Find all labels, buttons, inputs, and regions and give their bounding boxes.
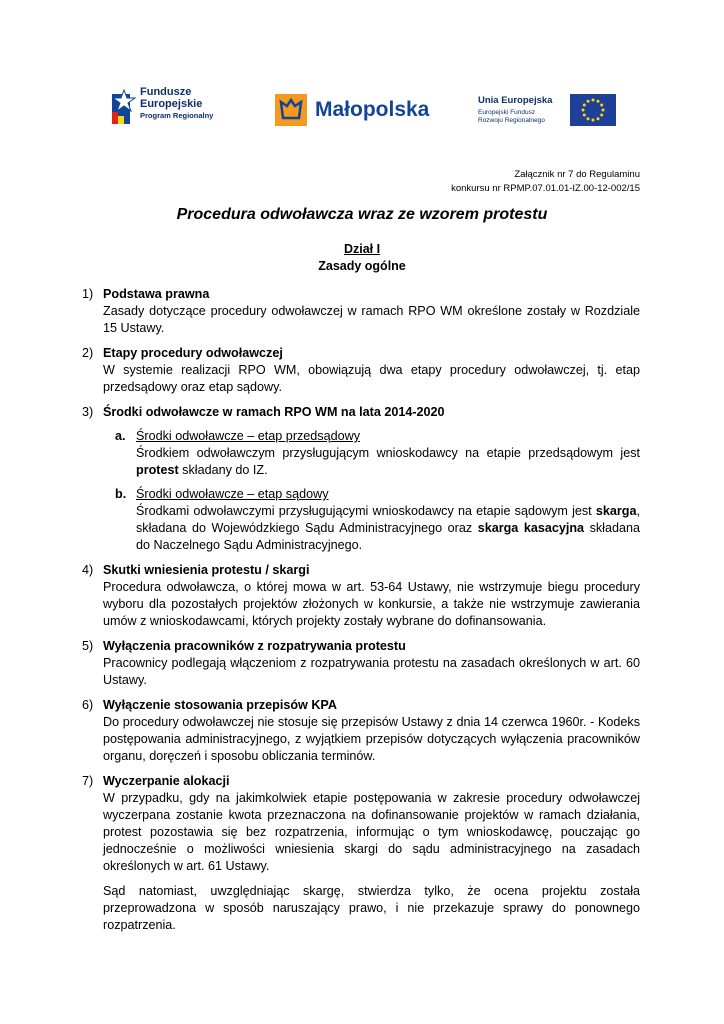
annex-note	[451, 168, 640, 196]
list-item	[82, 638, 640, 689]
item-text-secondary: Sąd natomiast, uwzględniając skargę, stwierdza tylko, że ocena projektu została przeprowadzona w sposób naruszający prawo, i nie przekazuje sprawy do ponownego rozpatrzenia.	[103, 884, 640, 932]
fe-line3: Program Regionalny	[140, 111, 214, 120]
sub-item-text: Środkiem odwoławczym przysługującym wnioskodawcy na etapie przedsądowym jest protest składany do IZ.	[136, 446, 640, 477]
sub-item-text: Środkami odwoławczymi przysługującymi wnioskodawcy na etapie sądowym jest skarga, składana do Wojewódzkiego Sądu Administracyjnego oraz skarga kasacyjna składana do Naczelnego Sądu Administracyjnego.	[136, 504, 640, 552]
sub-item-letter: a.	[115, 429, 126, 443]
ue-line1: Unia Europejska	[478, 95, 553, 106]
item-number: 5)	[82, 639, 94, 653]
item-number: 6)	[82, 698, 94, 712]
item-text: W przypadku, gdy na jakimkolwiek etapie postępowania w zakresie procedury odwoławczej wyczerpana zostanie kwota przeznaczona na dofinansowanie projektów w ramach działania, protest pozostawia się bez rozpatrzenia, informując o tym wnioskodawcę, pouczając go jednocześnie o możliwości wniesienia skargi do sądu administracyjnego na zasadach określonych w art. 61 Ustawy.	[103, 791, 640, 873]
unia-europejska-logo	[478, 94, 618, 130]
item-text: Do procedury odwoławczej nie stosuje się przepisów Ustawy z dnia 14 czerwca 1960r. - Kodeks postępowania administracyjnego, z wyjątkiem przepisów dotyczących wyłączenia pracowników organu, doręczeń i sposobu obliczania terminów.	[103, 715, 640, 763]
item-number: 4)	[82, 563, 94, 577]
annex-line2: konkursu nr RPMP.07.01.01-IZ.00-12-002/15	[451, 183, 640, 194]
sub-item-title: Środki odwoławcze – etap sądowy	[136, 487, 329, 501]
malopolska-name: Małopolska	[315, 98, 430, 121]
item-number: 2)	[82, 346, 94, 360]
ue-line3: Rozwoju Regionalnego	[478, 117, 545, 124]
list-item	[82, 404, 640, 554]
sub-item	[103, 428, 640, 479]
list-item	[82, 286, 640, 337]
eu-flag-icon	[570, 94, 616, 126]
item-number: 3)	[82, 405, 94, 419]
sub-item	[103, 486, 640, 554]
fe-line1: Fundusze	[140, 86, 192, 98]
item-text: Pracownicy podlegają włączeniom z rozpatrywania protestu na zasadach określonych w art. 60 Ustawy.	[103, 656, 640, 687]
item-number: 7)	[82, 774, 94, 788]
list-item	[82, 697, 640, 765]
item-number: 1)	[82, 287, 94, 301]
fe-star-icon	[110, 86, 136, 130]
document-body	[82, 286, 640, 942]
document-title: Procedura odwoławcza wraz ze wzorem protestu	[176, 206, 548, 223]
sub-item-letter: b.	[115, 487, 127, 501]
item-heading: Środki odwoławcze w ramach RPO WM na lata 2014-2020	[103, 405, 445, 419]
sub-item-title: Środki odwoławcze – etap przedsądowy	[136, 429, 361, 443]
item-text: Zasady dotyczące procedury odwoławczej w ramach RPO WM określone zostały w Rozdziale 15 Ustawy.	[103, 304, 640, 335]
logo-bar	[0, 80, 724, 136]
fe-line2: Europejskie	[140, 98, 203, 110]
fundusze-europejskie-logo	[110, 86, 220, 132]
item-text: W systemie realizacji RPO WM, obowiązują dwa etapy procedury odwoławczej, tj. etap przedsądowy oraz etap sądowy.	[103, 363, 640, 394]
ue-line2: Europejski Fundusz	[478, 109, 536, 116]
annex-line1: Załącznik nr 7 do Regulaminu	[514, 169, 640, 180]
section-heading	[0, 241, 724, 275]
section-label: Dział I	[343, 242, 381, 256]
item-heading: Skutki wniesienia protestu / skargi	[103, 563, 310, 577]
item-text: Procedura odwoławcza, o której mowa w art. 53-64 Ustawy, nie wstrzymuje biegu procedury wyboru dla pozostałych projektów złożonych w konkursie, a także nie wstrzymuje zawierania umów z wnioskodawcami, których projekty zostały wybrane do dofinansowania.	[103, 580, 640, 628]
item-heading: Etapy procedury odwoławczej	[103, 346, 283, 360]
item-heading: Wyłączenie stosowania przepisów KPA	[103, 698, 337, 712]
item-heading: Podstawa prawna	[103, 287, 210, 301]
list-item	[82, 773, 640, 934]
item-heading: Wyczerpanie alokacji	[103, 774, 230, 788]
malopolska-emblem-icon	[275, 94, 307, 126]
list-item	[82, 345, 640, 396]
item-heading: Wyłączenia pracowników z rozpatrywania protestu	[103, 639, 406, 653]
list-item	[82, 562, 640, 630]
section-subtitle: Zasady ogólne	[318, 259, 406, 273]
